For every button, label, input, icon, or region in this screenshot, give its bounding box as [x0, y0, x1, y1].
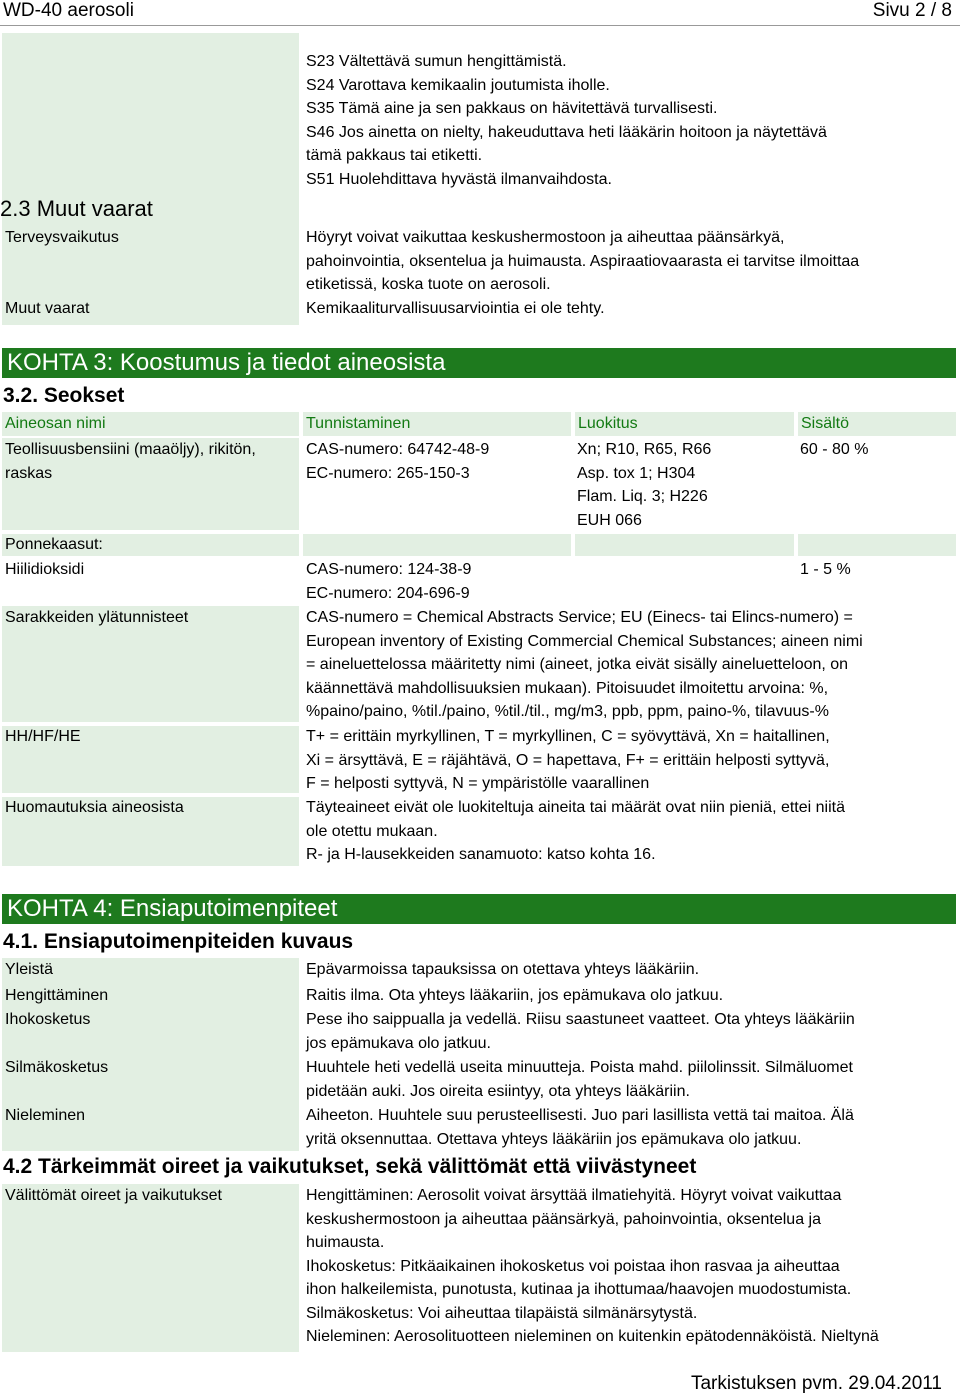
column-header-classification: Luokitus: [575, 412, 794, 436]
other-hazards-text: Kemikaaliturvallisuusarviointia ei ole tehty.: [306, 300, 605, 317]
document-title: WD-40 aerosoli: [3, 0, 134, 21]
eye-contact-label: Silmäkosketus: [5, 1059, 109, 1076]
inhalation-label: Hengittäminen: [5, 987, 109, 1004]
other-hazards-label: Muut vaarat: [5, 300, 90, 317]
column-headers-label: Sarakkeiden ylätunnisteet: [5, 609, 189, 626]
component-identification: CAS-numero: 64742-48-9 EC-numero: 265-150-3: [306, 441, 490, 482]
page-number: Sivu 2 / 8: [872, 0, 952, 21]
other-hazards-heading: 2.3 Muut vaarat: [0, 196, 153, 221]
s-phrase: S23 Vältettävä sumun hengittämistä.: [306, 53, 567, 70]
skin-contact-label: Ihokosketus: [5, 1011, 91, 1028]
hazard-symbols-text: T+ = erittäin myrkyllinen, T = myrkyllinen, C = syövyttävä, Xn = haitallinen, Xi = ärsyttävä, E = räjähtävä, O = hapettava, F+ = erittäin helposti syttyvä, F = helposti syttyvä, N = ympäristölle vaarallinen: [306, 728, 830, 792]
component-name-2: Hiilidioksidi: [5, 561, 85, 578]
column-header-name: Aineosan nimi: [2, 412, 299, 436]
s-phrase: S51 Huolehdittava hyvästä ilmanvaihdosta.: [306, 170, 612, 188]
propellant-label: Ponnekaasut:: [5, 536, 103, 553]
general-label: Yleistä: [5, 961, 54, 978]
propellant-cell-ident: [303, 534, 571, 556]
column-header-identification: Tunnistaminen: [303, 412, 571, 436]
propellant-cell-class: [575, 534, 794, 556]
health-effects-text: Höyryt voivat vaikuttaa keskushermostoon ja aiheuttaa päänsärkyä, pahoinvointia, oksentelua ja huimausta. Aspiraatiovaarasta ei tarvitse ilmoittaa etiketissä, koska tuote on aerosoli.: [306, 229, 860, 293]
header-divider: [0, 25, 960, 26]
section3-subtitle: 3.2. Seokset: [3, 384, 125, 407]
s-phrase: S35 Tämä aine ja sen pakkaus on hävitettävä turvallisesti.: [306, 100, 718, 117]
section4-title: KOHTA 4: Ensiaputoimenpiteet: [2, 894, 956, 924]
eye-contact-text: Huuhtele heti vedellä useita minuutteja. Poista mahd. piilolinssit. Silmäluomet pidetään auki. Jos oireita esiintyy, ota yhteys lääkäriin.: [306, 1059, 853, 1100]
s-phrases-list: [306, 50, 827, 191]
inhalation-text: Raitis ilma. Ota yhteys lääkariin, jos epämukava olo jatkuu.: [306, 987, 724, 1004]
component-content-2: 1 - 5 %: [800, 561, 851, 578]
immediate-effects-text: Hengittäminen: Aerosolit voivat ärsyttää ilmatiehyitä. Höyryt voivat vaikuttaa keskushermostoon ja aiheuttaa päänsärkyä, pahoinvointia, oksentelua ja huimausta. Ihokosketus: Pitkäaikainen ihokosketus voi poistaa ihon rasvaa ja aiheuttaa ihon halkeilemista, punotusta, kutinaa ja ihottumaa/haavojen muodostumista. Silmäkosketus: Voi aiheuttaa tilapäistä silmänärsytystä. Nieleminen: Aerosolituotteen nieleminen on kuitenkin epätodennäköistä. Nieltynä: [306, 1187, 879, 1345]
propellant-cell-content: [798, 534, 956, 556]
immediate-effects-label-cell: [2, 1184, 299, 1352]
section4-2-subtitle: 4.2 Tärkeimmät oireet ja vaikutukset, sekä välittömät että viivästyneet: [3, 1155, 697, 1178]
component-notes-label: Huomautuksia aineosista: [5, 799, 184, 816]
s-phrase: S24 Varottava kemikaalin joutumista iholle.: [306, 76, 610, 94]
component-content: 60 - 80 %: [800, 441, 869, 458]
label-column-background: [2, 33, 299, 325]
ingestion-label: Nieleminen: [5, 1107, 86, 1124]
general-text: Epävarmoissa tapauksissa on otettava yhteys lääkäriin.: [306, 961, 700, 978]
column-header-content: Sisältö: [798, 412, 956, 436]
ingestion-text: Aiheeton. Huuhtele suu perusteellisesti. Juo pari lasillista vettä tai maitoa. Älä yritä oksennuttaa. Otettava yhteys lääkäriin jos epämukava olo jatkuu.: [306, 1107, 854, 1148]
component-name: Teollisuusbensiini (maaöljy), rikitön, raskas: [5, 441, 256, 482]
hazard-symbols-label: HH/HF/HE: [5, 728, 81, 745]
component-identification-2: CAS-numero: 124-38-9 EC-numero: 204-696-9: [306, 561, 472, 602]
component-notes-text: Täyteaineet eivät ole luokiteltuja aineita tai määrät ovat niin pieniä, ettei niitä ole otettu mukaan. R- ja H-lausekkeiden sanamuoto: katso kohta 16.: [306, 799, 845, 863]
skin-contact-text: Pese iho saippualla ja vedellä. Riisu saastuneet vaatteet. Ota yhteys lääkäriin jos epämukava olo jatkuu.: [306, 1011, 855, 1052]
health-effects-label: Terveysvaikutus: [5, 229, 119, 246]
revision-date: Tarkistuksen pvm. 29.04.2011: [690, 1373, 942, 1394]
immediate-effects-label: Välittömät oireet ja vaikutukset: [5, 1187, 222, 1204]
section4-subtitle: 4.1. Ensiaputoimenpiteiden kuvaus: [3, 930, 354, 953]
column-headers-text: CAS-numero = Chemical Abstracts Service; EU (Einecs- tai Elincs-numero) = European inventory of Existing Commercial Chemical Substances; aineen nimi = aineluettelossa määritetty nimi (aineet, jotka eivät sisälly aineluetteloon, on käännettävä mahdollisuuksien mukaan). Pitoisuudet ilmoitettu arvoina: %, %paino/paino, %til./paino, %til./til., mg/m3, ppb, ppm, paino-%, tilavuus-%: [306, 609, 863, 720]
component-classification: Xn; R10, R65, R66 Asp. tox 1; H304 Flam. Liq. 3; H226 EUH 066: [577, 441, 712, 529]
s-phrase: tämä pakkaus tai etiketti.: [306, 147, 483, 164]
s-phrase: S46 Jos ainetta on nielty, hakeuduttava heti lääkärin hoitoon ja näytettävä: [306, 123, 827, 141]
section3-title: KOHTA 3: Koostumus ja tiedot aineosista: [2, 348, 956, 378]
